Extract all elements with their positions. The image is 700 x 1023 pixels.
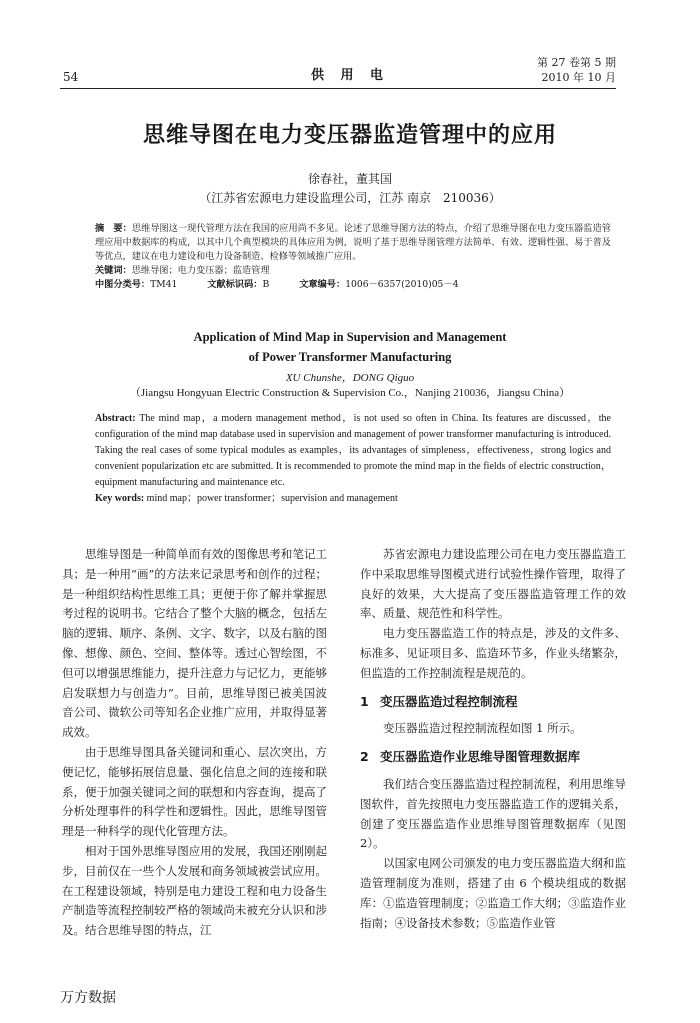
english-abstract — [95, 411, 611, 507]
volume-issue: 第 27 卷第 5 期 — [537, 56, 616, 69]
page-number: 54 — [63, 70, 79, 84]
body-paragraph: 我们结合变压器监造过程控制流程，利用思维导图软件，首先按照电力变压器监造工作的逻辑关系，创建了变压器监造作业思维导图管理数据库（见图 2）。 — [360, 776, 626, 851]
english-abstract-label: Abstract: — [95, 413, 136, 424]
english-title-line2: of Power Transformer Manufacturing — [248, 350, 452, 364]
class-label: 中图分类号： — [95, 279, 151, 290]
body-paragraph: 由于思维导图具备关键词和重心、层次突出，方便记忆，能够拓展信息量、强化信息之间的连接和联系，便于加强关键词之间的联想和内容查询，提高了分析处理事件的科学性和逻辑性。因此，思维导图管理是一种科学的现代化管理方法。 — [62, 744, 327, 839]
keywords-line — [95, 264, 611, 278]
class-value: TM41 — [150, 279, 178, 290]
chinese-abstract — [95, 222, 611, 292]
english-keywords-label: Key words: — [95, 493, 145, 504]
abstract-paragraph — [95, 222, 611, 264]
body-paragraph: 相对于国外思维导图应用的发展，我国还刚刚起步，目前仅在一些个人发展和商务领域被尝试应用。在工程建设领域，特别是电力建设工程和电力设备生产制造等流程控制较严格的领域尚未被充分认识和涉及。结合思维导图的特点，江 — [62, 843, 327, 938]
abstract-label: 摘 要： — [95, 223, 132, 234]
section-title: 变压器监造作业思维导图管理数据库 — [380, 749, 581, 765]
keywords-text: 思维导图；电力变压器；监造管理 — [131, 265, 270, 276]
doc-code-value: B — [262, 279, 270, 290]
section-heading-1 — [360, 692, 626, 712]
article-affiliation: （江苏省宏源电力建设监理公司，江苏 南京 210036） — [199, 191, 501, 205]
classification-line — [95, 278, 611, 292]
english-title — [0, 327, 700, 367]
abstract-text: 思维导图这一现代管理方法在我国的应用尚不多见。论述了思维导图方法的特点，介绍了思维导图在电力变压器监造管理应用中数据库的构成，以其中几个典型模块的具体应用为例，说明了基于思维导图管理方法简单、有效、逻辑性强、易于普及等优点，建议在电力建设和电力设备制造、检修等领域推广应用。 — [95, 223, 611, 262]
body-column-left — [62, 545, 327, 941]
keywords-label: 关键词： — [95, 265, 132, 276]
english-affiliation: （Jiangsu Hongyuan Electric Construction & Supervision Co.，Nanjing 210036，Jiangsu China） — [129, 387, 571, 399]
english-title-line1: Application of Mind Map in Supervision and Management — [193, 330, 507, 344]
journal-name: 供 用 电 — [310, 68, 390, 83]
watermark-footer: 万方数据 — [60, 990, 116, 1006]
article-number-value: 1006－6357(2010)05－4 — [345, 279, 459, 290]
section-number: 1 — [360, 693, 369, 709]
issue-date: 2010 年 10 月 — [541, 71, 616, 84]
header-rule — [60, 88, 616, 89]
english-keywords-line — [95, 491, 611, 507]
english-abstract-paragraph — [95, 411, 611, 491]
body-paragraph: 苏省宏源电力建设监理公司在电力变压器监造工作中采取思维导图模式进行试验性操作管理，取得了良好的效果，大大提高了变压器监造管理工作的效率、质量、规范性和科学性。 — [360, 547, 626, 621]
section-title: 变压器监造过程控制流程 — [380, 693, 518, 709]
article-title: 思维导图在电力变压器监造管理中的应用 — [142, 122, 557, 148]
article-authors: 徐春社，董其国 — [307, 172, 392, 186]
body-column-right — [360, 545, 626, 933]
section-heading-2 — [360, 747, 626, 767]
body-paragraph: 电力变压器监造工作的特点是，涉及的文件多、标准多、见证项目多、监造环节多，作业头绪繁杂，但监造的工作控制流程是规范的。 — [360, 626, 626, 680]
body-paragraph: 思维导图是一种简单而有效的图像思考和笔记工具；是一种用“画”的方法来记录思考和创作的过程；是一种组织结构性思维工具；更便于你了解并掌握思考过程的说明书。它结合了整个大脑的概念，包括左脑的逻辑、顺序、条例、文字、数字，以及右脑的图像、想像、颜色、空间、整体等。透过心智绘图，不但可以增强思维能力，提升注意力与记忆力，更能够启发联想力与创造力”。目前，思维导图已被美国波音公司、微软公司等知名企业推广应用，并取得显著成效。 — [62, 547, 327, 740]
article-number-label: 文章编号： — [299, 279, 346, 290]
doc-code-label: 文献标识码： — [207, 279, 263, 290]
section-number: 2 — [360, 749, 369, 765]
english-keywords-text: mind map；power transformer；supervision and management — [144, 493, 398, 504]
issue-info — [537, 55, 616, 85]
body-paragraph: 变压器监造过程控制流程如图 1 所示。 — [383, 721, 582, 736]
body-paragraph: 以国家电网公司颁发的电力变压器监造大纲和监造管理制度为准则，搭建了由 6 个模块组成的数据库：①监造管理制度；②监造工作大纲；③监造作业指南；④设备技术参数；⑤监造作业管 — [360, 856, 626, 930]
english-authors: XU Chunshe，DONG Qiguo — [285, 372, 415, 384]
english-abstract-text: The mind map，a modern management method，is not used so often in China. Its features are discussed，the configuration of the mind map database used in supervision and management of power transformer manufacturing is introduced. Taking the real cases of some typical modules as examples，its advantages of simpleness，effectiveness，strong logics and convenient popularization etc are submitted. It is recommended to promote the mind map in the fields of electric construction，equipment manufacturing and maintenance etc. — [95, 413, 611, 488]
